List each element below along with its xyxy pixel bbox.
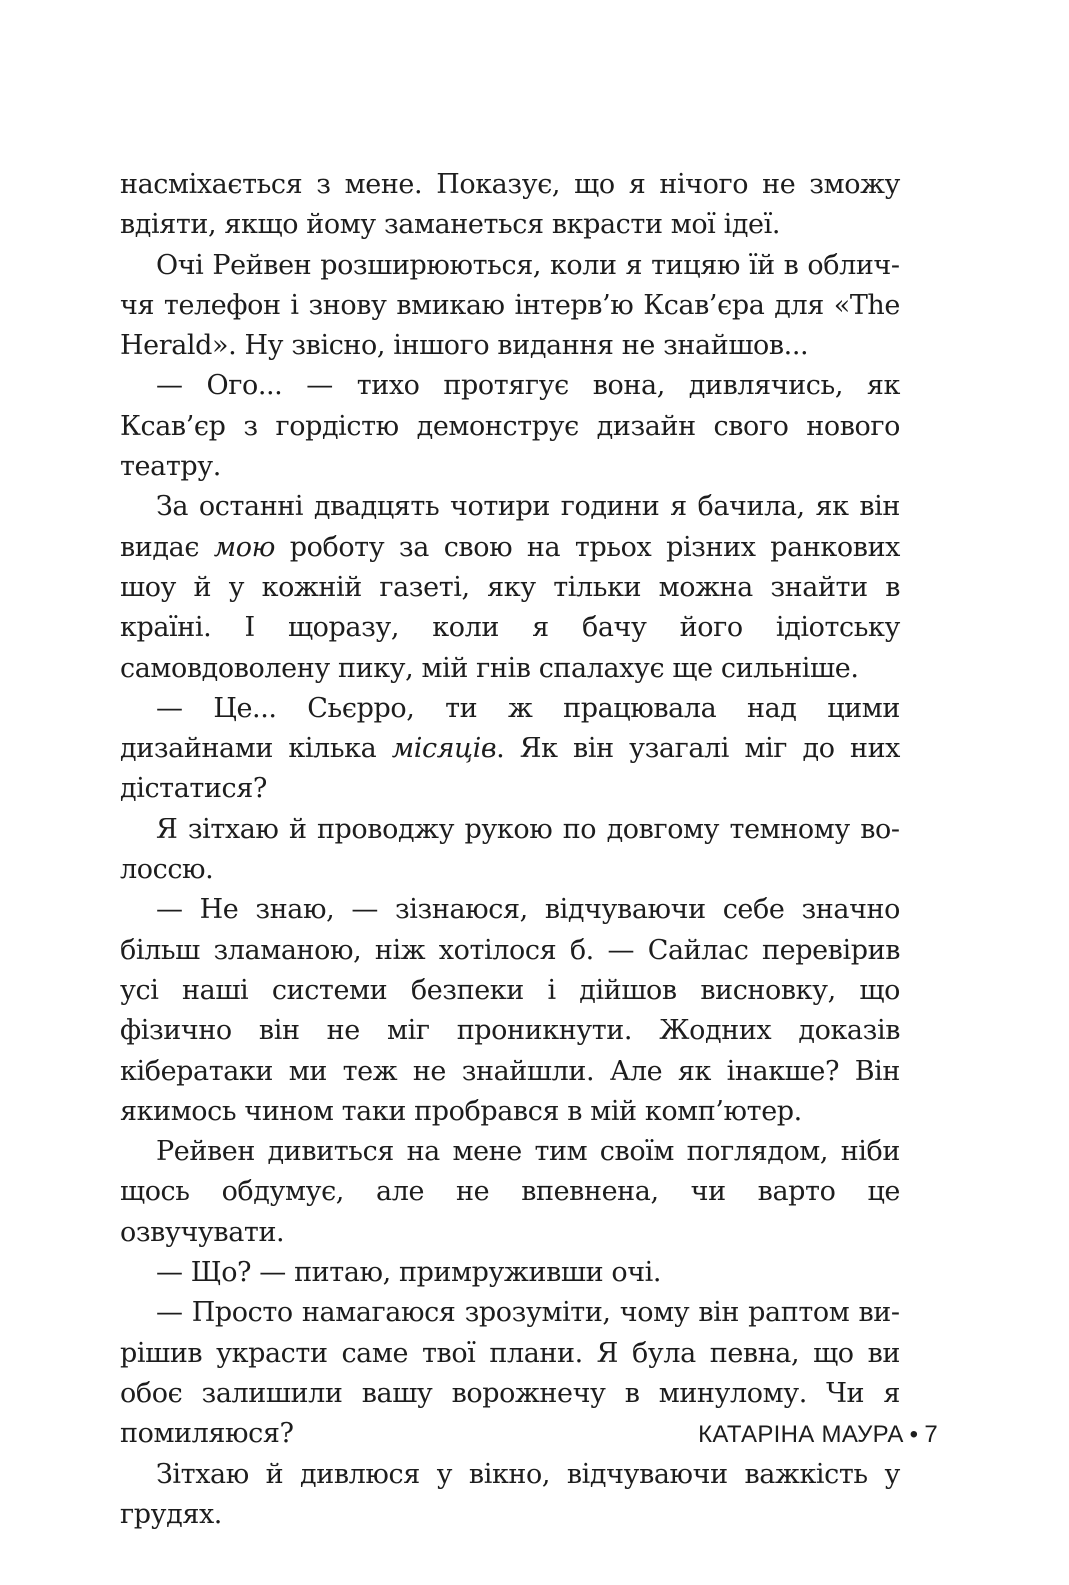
paragraph-text: За останні двадцять чотири години я бачила, як він видає xyxy=(120,491,900,563)
footer-author: КАТАРІНА МАУРА xyxy=(698,1421,904,1448)
page-footer xyxy=(698,1421,938,1449)
footer-separator: • xyxy=(909,1421,919,1448)
paragraph-text: — Просто намагаюся зрозуміти, чому він раптом вирішив украсти саме твої плани. Я була певна, що ви обоє залишили вашу ворожнечу в минулому. Чи я помиляюся? xyxy=(120,1297,900,1450)
paragraph-text: роботу за свою на трьох різних ранкових шоу й у кожній газеті, яку тільки можна знайти в країні. І щоразу, коли я бачу його ідіотську самовдоволену пику, мій гнів спалахує ще сильніше. xyxy=(120,531,900,684)
paragraph-3 xyxy=(120,366,900,487)
paragraph-text: насміхається з мене. Показує, що я нічого не зможу вдіяти, якщо йому заманеться вкрасти мої ідеї. xyxy=(120,169,900,241)
paragraph-text: — Ого... — тихо протягує вона, дивлячись, як Ксав’єр з гордістю демонструє дизайн свого нового театру. xyxy=(120,370,900,483)
paragraph-8 xyxy=(120,1132,900,1253)
paragraph-1 xyxy=(120,165,900,246)
paragraph-5 xyxy=(120,689,900,810)
paragraph-2 xyxy=(120,246,900,367)
paragraph-text: — Це... Сьєрро, ти ж працювала над цими дизайнами кілька xyxy=(120,692,900,765)
paragraph-text: Зітхаю й дивлюся у вікно, відчуваючи важкість у грудях. xyxy=(120,1458,900,1530)
italic-emphasis: мою xyxy=(213,531,275,563)
paragraph-11 xyxy=(120,1455,900,1536)
paragraph-text: Рейвен дивиться на мене тим своїм поглядом, ніби щось обдумує, але не впевнена, чи варто це озвучувати. xyxy=(120,1136,900,1248)
paragraph-4 xyxy=(120,487,900,688)
body-text xyxy=(120,165,900,1535)
paragraph-text: — Що? — питаю, примруживши очі. xyxy=(156,1257,662,1289)
paragraph-7 xyxy=(120,890,900,1132)
paragraph-text: Я зітхаю й проводжу рукою по довгому темному волоссю. xyxy=(120,813,900,886)
paragraph-text: Очі Рейвен розширюються, коли я тицяю їй в обличчя телефон і знову вмикаю інтерв’ю Ксав’єра для «The Herald». Ну звісно, іншого видання не знайшов... xyxy=(120,249,900,362)
paragraph-6 xyxy=(120,810,900,891)
paragraph-9 xyxy=(120,1253,900,1293)
paragraph-text: . Як він узагалі міг до них дістатися? xyxy=(120,733,900,805)
italic-emphasis: місяців xyxy=(391,733,497,765)
page-number: 7 xyxy=(924,1421,938,1448)
paragraph-text: — Не знаю, — зізнаюся, відчуваючи себе значно більш зламаною, ніж хотілося б. — Сайлас перевірив усі наші системи безпеки і дійшов висновку, що фізично він не міг проникнути. Жодних доказів кібератаки ми теж не знайшли. Але як інакше? Він якимось чином таки пробрався в мій комп’ютер. xyxy=(120,894,900,1127)
